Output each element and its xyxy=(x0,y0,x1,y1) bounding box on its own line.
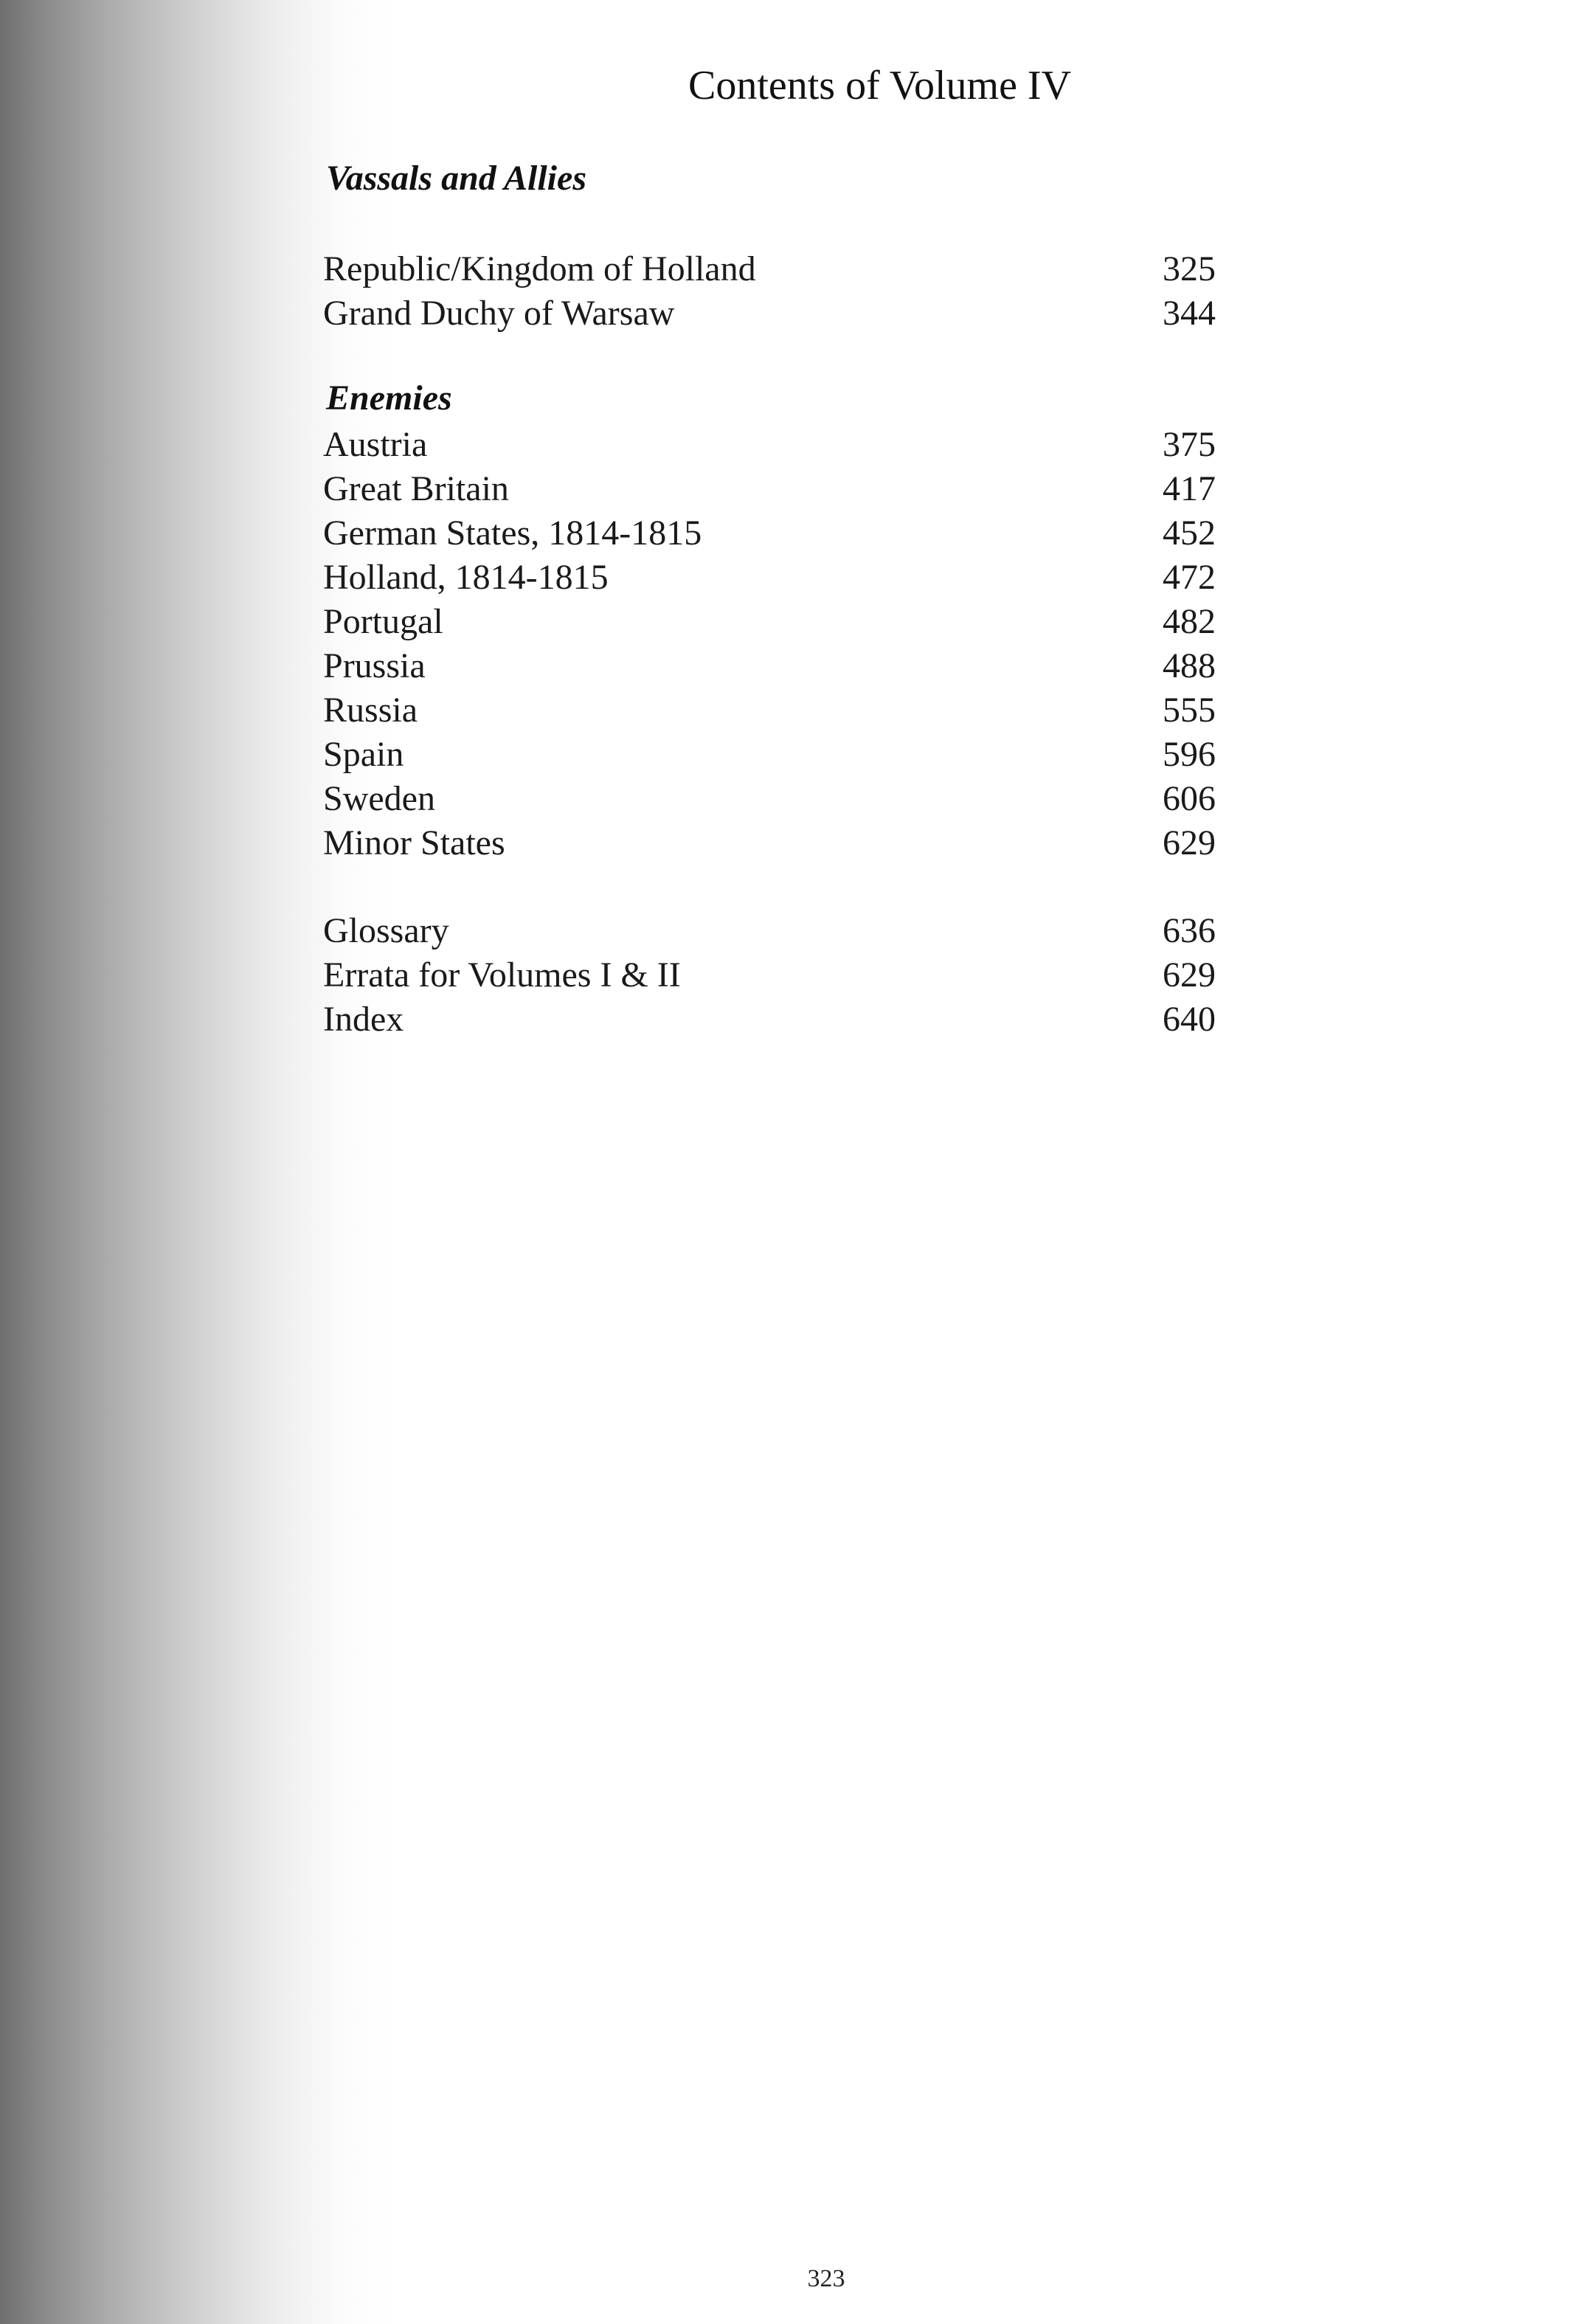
page-title: Contents of Volume IV xyxy=(688,63,1072,108)
toc-entry xyxy=(323,423,1216,467)
toc-entry-label: Minor States xyxy=(323,823,505,862)
toc-entry-label: Portugal xyxy=(323,602,443,641)
toc-entry xyxy=(323,600,1216,644)
toc-entry-label: Republic/Kingdom of Holland xyxy=(323,249,756,288)
toc-entry xyxy=(323,467,1216,511)
toc-entry-page: 555 xyxy=(1163,691,1216,730)
toc-entry-label: Prussia xyxy=(323,646,426,685)
toc-entry-page: 417 xyxy=(1163,469,1216,508)
page-number: 323 xyxy=(807,2265,845,2292)
toc-entry-label: Spain xyxy=(323,735,404,774)
toc-entry-label: Holland, 1814-1815 xyxy=(323,558,609,597)
toc-entry xyxy=(323,953,1216,997)
toc-list-back-matter xyxy=(323,909,1216,1042)
toc-list-enemies xyxy=(323,423,1216,865)
toc-entry-label: Sweden xyxy=(323,779,435,818)
section-heading-vassals-and-allies: Vassals and Allies xyxy=(326,159,586,198)
toc-entry-page: 629 xyxy=(1163,823,1216,862)
toc-entry-label: German States, 1814-1815 xyxy=(323,513,702,553)
toc-entry xyxy=(323,511,1216,556)
toc-entry-page: 606 xyxy=(1163,779,1216,818)
toc-entry-page: 640 xyxy=(1163,1000,1216,1039)
toc-entry-label: Russia xyxy=(323,691,418,730)
toc-entry-page: 344 xyxy=(1163,294,1216,333)
toc-entry-label: Great Britain xyxy=(323,469,509,508)
toc-entry-page: 636 xyxy=(1163,911,1216,950)
toc-entry-page: 472 xyxy=(1163,558,1216,597)
toc-entry xyxy=(323,247,1216,291)
toc-entry xyxy=(323,556,1216,600)
toc-entry-page: 482 xyxy=(1163,602,1216,641)
toc-entry xyxy=(323,909,1216,953)
toc-entry-page: 488 xyxy=(1163,646,1216,685)
toc-entry-page: 375 xyxy=(1163,425,1216,464)
toc-entry-label: Austria xyxy=(323,425,428,464)
toc-entry xyxy=(323,644,1216,688)
toc-entry xyxy=(323,291,1216,336)
section-heading-enemies: Enemies xyxy=(326,378,452,418)
toc-entry xyxy=(323,997,1216,1042)
toc-entry-page: 325 xyxy=(1163,249,1216,288)
toc-entry-page: 629 xyxy=(1163,955,1216,995)
toc-entry-label: Index xyxy=(323,1000,404,1039)
toc-entry xyxy=(323,733,1216,777)
toc-entry xyxy=(323,777,1216,821)
toc-entry-label: Errata for Volumes I & II xyxy=(323,955,681,995)
toc-entry-page: 596 xyxy=(1163,735,1216,774)
toc-entry xyxy=(323,821,1216,865)
toc-entry-label: Grand Duchy of Warsaw xyxy=(323,294,675,333)
toc-entry-page: 452 xyxy=(1163,513,1216,553)
toc-list-vassals-and-allies xyxy=(323,247,1216,336)
toc-entry xyxy=(323,688,1216,733)
toc-entry-label: Glossary xyxy=(323,911,449,950)
